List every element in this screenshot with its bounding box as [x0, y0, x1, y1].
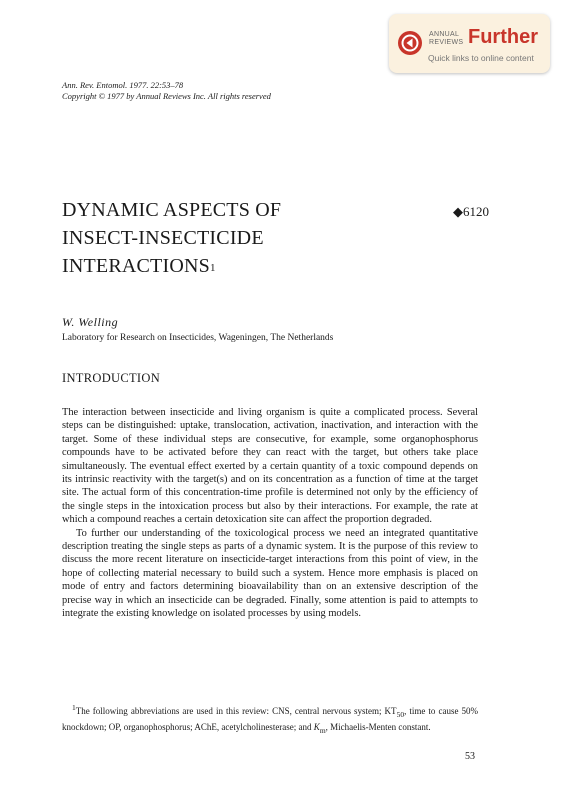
citation-block [62, 80, 271, 102]
article-code: ◆6120 [453, 204, 489, 219]
author-name: W. Welling [62, 315, 119, 329]
body-text [62, 406, 478, 621]
title-line-3 [62, 252, 281, 280]
banner-tagline: Quick links to online content [428, 53, 534, 63]
footnote-text-a: The following abbreviations are used in this review: CNS, central nervous system; KT [75, 706, 397, 716]
footnote-mark: 1 [72, 703, 76, 712]
title-line-3-text: INTERACTIONS [62, 255, 210, 277]
title-footnote-mark: 1 [209, 262, 216, 274]
footnote-sub-50: 50 [396, 709, 405, 719]
footnote-text-b: , time to cause 50% knockdown; OP, organophosphorus; AChE, acetylcholinesterase; and [62, 706, 478, 732]
section-heading: INTRODUCTION [62, 371, 161, 385]
page-number: 53 [465, 751, 475, 762]
footnote-k: K [313, 721, 320, 732]
footnote-sub-m: m [319, 725, 326, 735]
further-banner[interactable] [389, 14, 550, 73]
footnote [62, 701, 478, 737]
paragraph-1: The interaction between insecticide and living organism is quite a complicated process. Several steps can be distinguished: uptake, translocation, activation, inactivation, and interaction with the target. Some of these individual steps are consecutive, for example, some organophosphorus compounds have to be activated before they can react with the target, but others take place simultaneously. The eventual effect exerted by a certain quantity of a toxic compound depends on its intrinsic reactivity with the target(s) and on its concentration as a function of time at the target site. The actual form of this concentration-time profile is determined not only by the efficiency of the single steps in the intoxication process but also by their interactions. For example, the rate at which a compound reaches a certain detoxication site can affect the proportion degraded. [62, 407, 478, 526]
title-line-2: INSECT-INSECTICIDE [62, 227, 264, 249]
citation-copyright: Copyright © 1977 by Annual Reviews Inc. All rights reserved [62, 91, 271, 101]
annual-reviews-logo-icon [397, 30, 423, 56]
article-title [62, 196, 281, 280]
banner-annual-text: ANNUAL [429, 31, 460, 38]
footnote-text-c: , Michaelis-Menten constant. [325, 721, 431, 732]
citation-journal: Ann. Rev. Entomol. 1977. 22:53–78 [62, 80, 184, 90]
banner-reviews-text: REVIEWS [429, 39, 464, 46]
banner-further-text: Further [468, 26, 538, 48]
title-line-1: DYNAMIC ASPECTS OF [62, 199, 282, 221]
author-affiliation: Laboratory for Research on Insecticides, Wageningen, The Netherlands [62, 333, 334, 343]
paragraph-2: To further our understanding of the toxicological process we need an integrated quantitative description treating the single steps as parts of a dynamic system. It is the purpose of this review to discuss the more recent literature on insecticide-target interactions from this point of view, in the hope of collecting material necessary to build such a system. Hence more emphasis is placed on mode of entry and factors determining bioavailability than on an extensive description of the precise way in which an insecticide can be degraded. Finally, some attention is paid to attempts to integrate the existing knowledge on isolated processes by using models. [62, 527, 478, 620]
